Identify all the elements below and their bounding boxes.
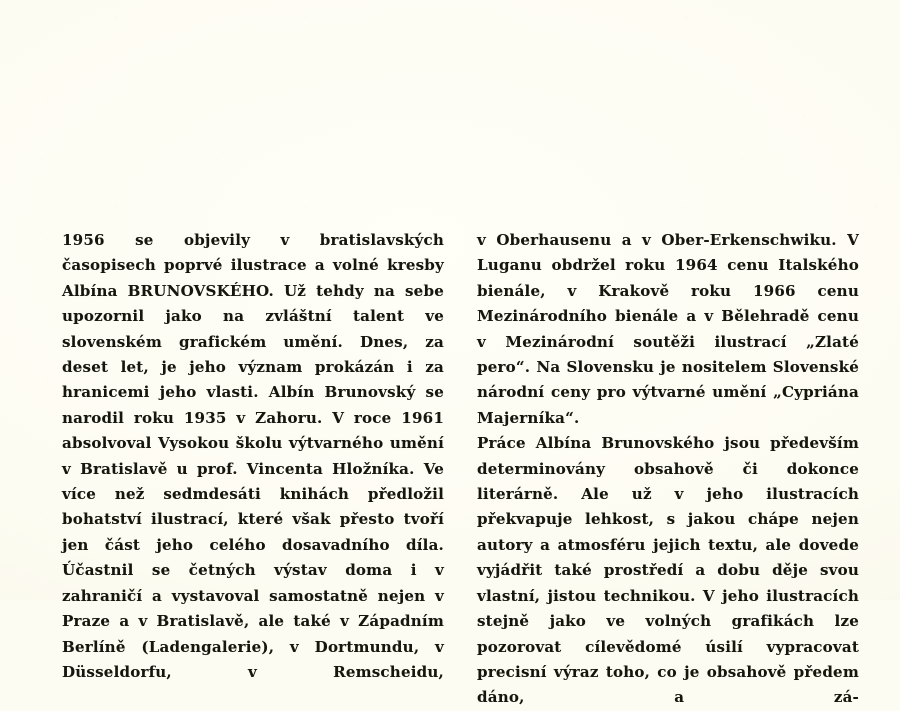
paragraph: Práce Albína Brunovského jsou především determinovány obsahově či dokonce literárně. Ale už v jeho ilustracích překvapuje lehkost, s jakou chápe nejen autory a atmosféru jejich textu, ale dovede vyjádřit také prostředí a dobu děje svou vlastní, jistou technikou. V jeho ilustracích stejně jako ve volných grafikách lze pozorovat cílevědomé úsilí vypracovat precisní výraz toho, co je obsahově předem dáno, a zá- [477, 434, 859, 707]
two-column-text-block [62, 228, 860, 711]
paragraph: 1956 se objevily v bratislavských časopisech poprvé ilustrace a volné kresby Albína BRUNOVSKÉHO. Už tehdy na sebe upozornil jako na zvláštní talent ve slovenském grafickém umění. Dnes, za deset let, je jeho význam prokázán i za hranicemi jeho vlasti. Albín Brunovský se narodil roku 1935 v Zahoru. V roce 1961 absolvoval Vysokou školu výtvarného umění v Bratislavě u prof. Vincenta Hložníka. Ve více než sedmdesáti knihách předložil bohatství ilustrací, které však přesto tvoří jen část jeho celého dosavadního díla. Účastnil se četných výstav doma i v zahraničí a vystavoval samostatně nejen v Praze a v Bratislavě, ale také v Západním Berlíně (Ladengalerie), v Dortmundu, v Düsseldorfu, v Remscheidu, [62, 231, 444, 681]
text-column-right [477, 228, 859, 711]
text-column-left [62, 228, 444, 685]
paragraph: v Oberhausenu a v Ober-Erkenschwiku. V Luganu obdržel roku 1964 cenu Italského bienále, v Krakově roku 1966 cenu Mezinárodního bienále a v Bělehradě cenu v Mezinárodní soutěži ilustrací „Zlaté pero“. Na Slovensku je nositelem Slovenské národní ceny pro výtvarné umění „Cypriána Majerníka“. [477, 231, 859, 427]
